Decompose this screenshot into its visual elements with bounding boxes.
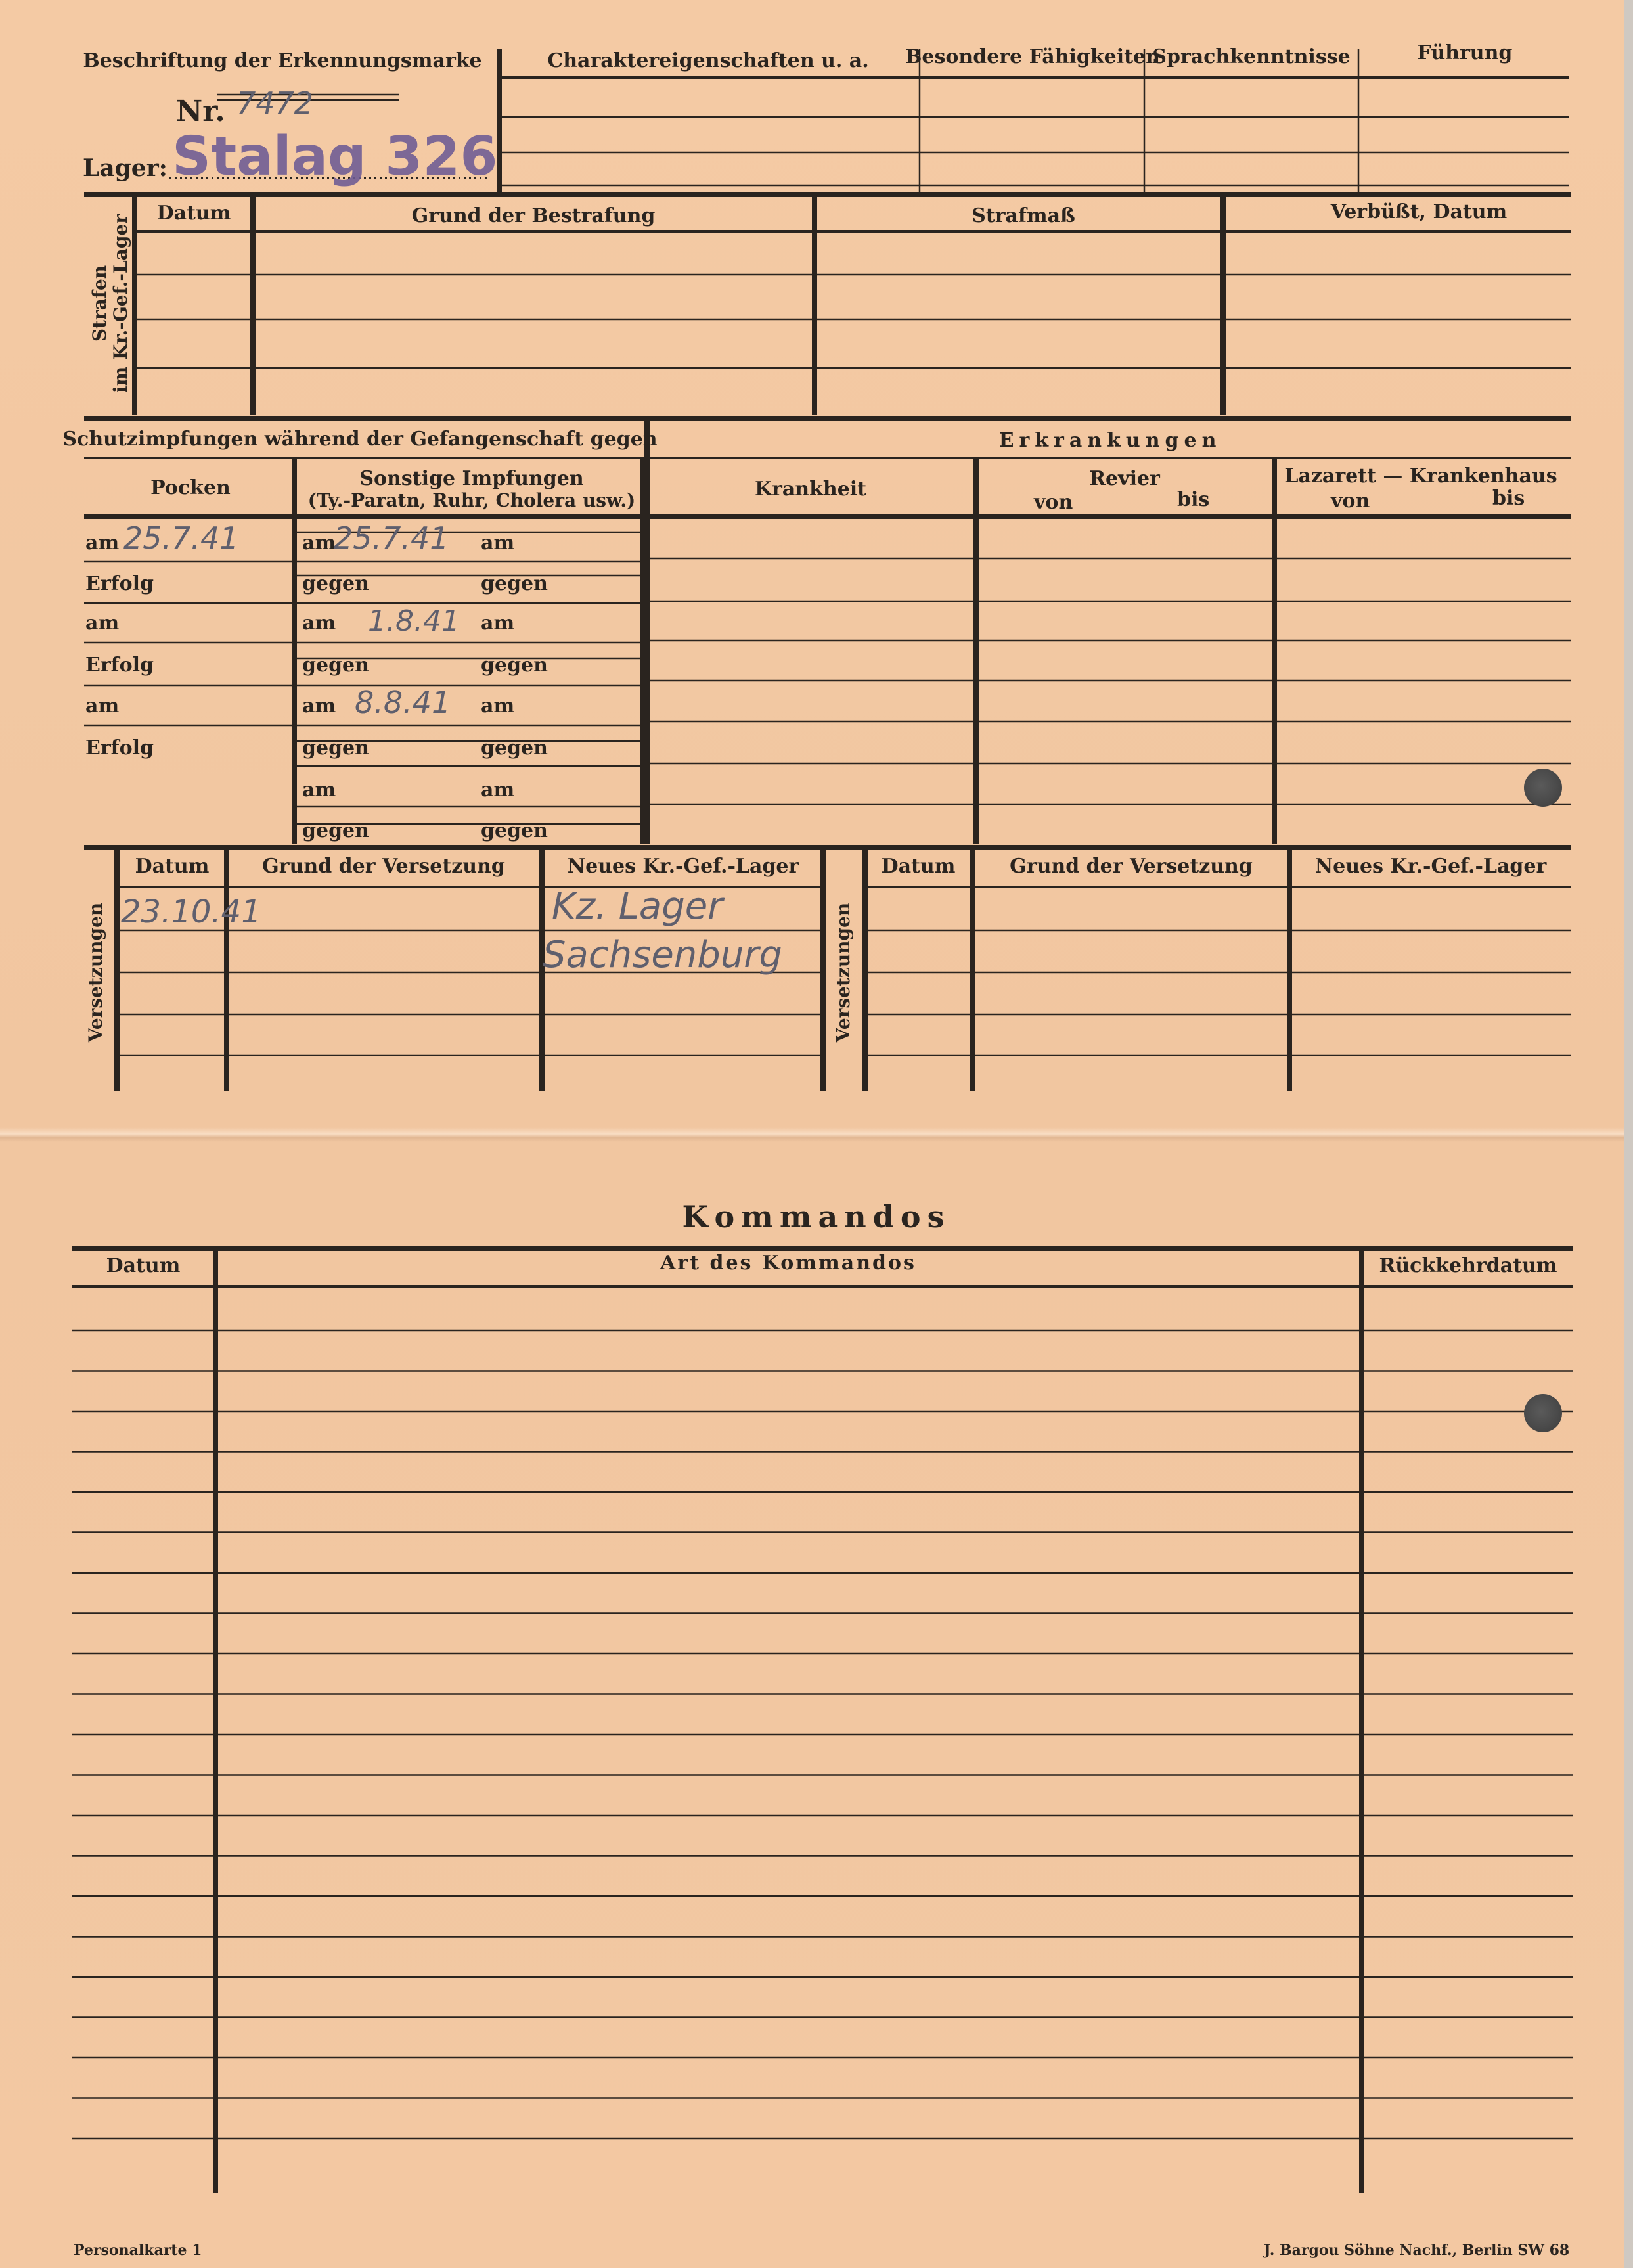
footer-form-number: Personalkarte 1 bbox=[74, 2242, 202, 2259]
pocken-row-am-2: am bbox=[85, 612, 120, 635]
col-faehigkeiten: Besondere Fähigkeiten bbox=[905, 45, 1160, 68]
pocken-row-erfolg-2: Erfolg bbox=[85, 654, 154, 677]
hand-versetzung-lager-1: Kz. Lager bbox=[552, 885, 723, 928]
nr-value: 7472 bbox=[236, 85, 314, 121]
sonstige-row-gegen-4: gegen bbox=[302, 819, 369, 842]
sonstige2-row-am-1: am bbox=[481, 532, 515, 555]
lager-label: Lager: bbox=[83, 154, 168, 182]
sonstige-row-am-3: am bbox=[302, 694, 336, 717]
lazarett-von: von bbox=[1331, 489, 1370, 512]
strafen-col-datum: Datum bbox=[156, 202, 231, 225]
kommandos-title: Kommandos bbox=[682, 1199, 951, 1235]
strafen-col-strafmass: Strafmaß bbox=[972, 204, 1075, 227]
erkrankungen-heading: Erkrankungen bbox=[998, 429, 1222, 452]
pocken-row-erfolg-1: Erfolg bbox=[85, 572, 154, 595]
kommandos-col-art: Art des Kommandos bbox=[660, 1252, 916, 1275]
impfungen-col-sonstige-sub: (Ty.-Paratn, Ruhr, Cholera usw.) bbox=[307, 489, 636, 511]
lager-stamp: Stalag 326 bbox=[172, 125, 498, 188]
versetzungen-col-datum-right: Datum bbox=[881, 855, 956, 878]
revier-von: von bbox=[1034, 491, 1073, 514]
sonstige-row-am-4: am bbox=[302, 779, 336, 802]
col-fuehrung: Führung bbox=[1417, 41, 1513, 64]
erkrankungen-col-lazarett: Lazarett — Krankenhaus bbox=[1284, 465, 1557, 488]
nr-label: Nr. bbox=[176, 95, 225, 128]
sonstige2-row-gegen-3: gegen bbox=[481, 737, 548, 760]
footer-printer: J. Bargou Söhne Nachf., Berlin SW 68 bbox=[1264, 2242, 1570, 2259]
sonstige-row-gegen-3: gegen bbox=[302, 737, 369, 760]
versetzungen-side-label-right: Versetzungen bbox=[832, 902, 854, 1043]
marke-heading: Beschriftung der Erkennungsmarke bbox=[83, 49, 482, 72]
impfungen-heading: Schutzimpfungen während der Gefangenschaft gegen bbox=[62, 428, 658, 451]
strafen-side-label-2: im Kr.-Gef.-Lager bbox=[110, 214, 131, 394]
hand-versetzung-datum: 23.10.41 bbox=[121, 894, 261, 930]
sonstige2-row-am-4: am bbox=[481, 779, 515, 802]
strafen-side-label bbox=[89, 214, 131, 393]
sonstige2-row-am-3: am bbox=[481, 694, 515, 717]
versetzungen-col-neues-left: Neues Kr.-Gef.-Lager bbox=[567, 855, 799, 878]
hand-pocken-date: 25.7.41 bbox=[123, 520, 239, 556]
sonstige2-row-am-2: am bbox=[481, 612, 515, 635]
pocken-row-am-3: am bbox=[85, 694, 120, 717]
pocken-row-am-1: am bbox=[85, 532, 120, 555]
lazarett-bis: bis bbox=[1492, 487, 1525, 510]
strafen-side-label-1: Strafen bbox=[88, 265, 110, 342]
versetzungen-col-neues-right: Neues Kr.-Gef.-Lager bbox=[1314, 855, 1547, 878]
hand-sonstige-date-3: 8.8.41 bbox=[355, 685, 451, 720]
hand-versetzung-lager-2: Sachsenburg bbox=[543, 934, 782, 976]
punch-hole-lower bbox=[1524, 1394, 1562, 1432]
strafen-col-verbuesst: Verbüßt, Datum bbox=[1330, 200, 1508, 223]
versetzungen-col-datum-left: Datum bbox=[135, 855, 210, 878]
sonstige2-row-gegen-4: gegen bbox=[481, 819, 548, 842]
col-sprachen: Sprachkenntnisse bbox=[1152, 45, 1351, 68]
sonstige-row-gegen-2: gegen bbox=[302, 654, 369, 677]
impfungen-col-pocken: Pocken bbox=[150, 476, 231, 499]
punch-hole-upper bbox=[1524, 769, 1562, 807]
versetzungen-col-grund-right: Grund der Versetzung bbox=[1010, 855, 1253, 878]
erkrankungen-col-revier: Revier bbox=[1089, 467, 1160, 490]
kommandos-col-datum: Datum bbox=[106, 1254, 181, 1277]
impfungen-col-sonstige: Sonstige Impfungen bbox=[359, 467, 584, 490]
hand-sonstige-date-1: 25.7.41 bbox=[334, 520, 449, 556]
pocken-row-erfolg-3: Erfolg bbox=[85, 737, 154, 760]
revier-bis: bis bbox=[1177, 488, 1210, 511]
sonstige-row-am-2: am bbox=[302, 612, 336, 635]
versetzungen-col-grund-left: Grund der Versetzung bbox=[262, 855, 505, 878]
col-charakter: Charaktereigenschaften u. a. bbox=[547, 49, 869, 72]
sonstige2-row-gegen-1: gegen bbox=[481, 572, 548, 595]
sonstige2-row-gegen-2: gegen bbox=[481, 654, 548, 677]
sonstige-row-am-1: am bbox=[302, 532, 336, 555]
strafen-col-grund: Grund der Bestrafung bbox=[411, 204, 656, 227]
erkrankungen-col-krankheit: Krankheit bbox=[754, 478, 867, 501]
hand-sonstige-date-2: 1.8.41 bbox=[368, 604, 460, 638]
versetzungen-side-label-left: Versetzungen bbox=[84, 902, 106, 1043]
kommandos-col-rueckkehr: Rückkehrdatum bbox=[1379, 1254, 1557, 1277]
sonstige-row-gegen-1: gegen bbox=[302, 572, 369, 595]
